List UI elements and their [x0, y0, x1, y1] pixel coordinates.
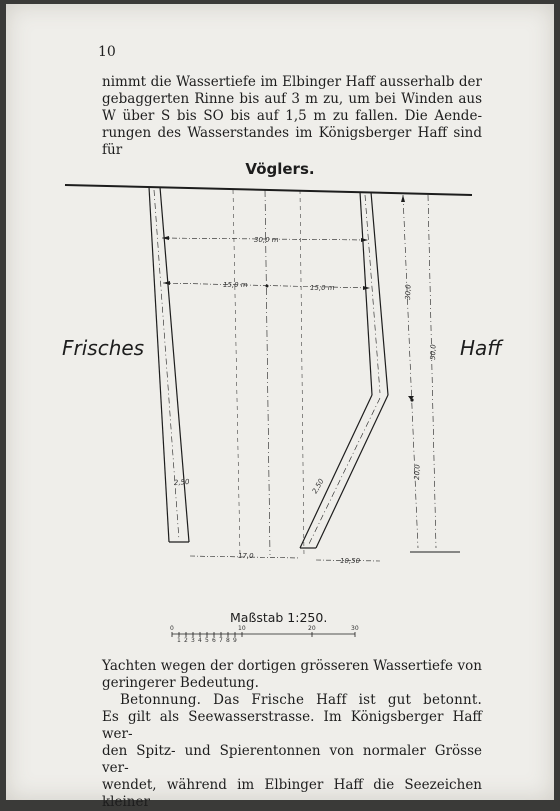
text-line: nimmt die Wassertiefe im Elbinger Haff ausserhalb der	[102, 74, 482, 90]
scale-label: Maßstab 1:250.	[230, 610, 328, 625]
dim-height-total	[428, 195, 436, 548]
scale-tick: 8	[226, 637, 230, 644]
shoreline	[65, 185, 472, 195]
scale-tick: 3	[191, 637, 195, 644]
text-line: gebaggerten Rinne bis auf 3 m zu, um bei Winden aus	[102, 91, 482, 107]
scale-tick: 20	[308, 625, 316, 632]
scale-tick: 0	[170, 625, 174, 632]
text-line: W über S bis SO bis auf 1,5 m zu fallen. Die Aende-	[102, 108, 482, 124]
diagram-title: Vöglers.	[245, 160, 315, 178]
left-pier-inner	[160, 187, 189, 542]
scale-tick: 10	[238, 625, 246, 632]
dim-label-bottom-left: 17,0	[238, 552, 254, 560]
dim-height-upper	[403, 195, 418, 548]
scale-tick: 7	[219, 637, 223, 644]
dim-label-pier-left: 2,50	[173, 477, 190, 487]
text-line: Yachten wegen der dortigen grösseren Wassertiefe von	[102, 658, 482, 674]
text-line: geringerer Bedeutung.	[102, 675, 259, 691]
text-line: Es gilt als Seewasserstrasse. Im Königsberger Haff wer-	[102, 709, 482, 742]
dim-label-width-total: 30,0 m	[254, 236, 279, 244]
left-pier-outer	[149, 187, 169, 542]
scale-tick: 2	[184, 637, 188, 644]
scale-tick: 30	[351, 625, 359, 632]
label-frisches: Frisches	[62, 336, 145, 360]
dim-label-bottom-right: 10,50	[340, 557, 361, 565]
scale-tick: 5	[205, 637, 209, 644]
dim-label-pier-right: 2,50	[310, 477, 326, 495]
dim-label-half-right: 15,0 m	[310, 284, 335, 292]
dim-label-height-total: 50,0	[429, 344, 438, 361]
scale-tick: 4	[198, 637, 202, 644]
scale-tick: 1	[177, 637, 181, 644]
paragraph-bottom	[102, 658, 482, 811]
text-line: wendet, während im Elbinger Haff die Seezeichen kleiner	[102, 777, 482, 810]
text-line: den Spitz- und Spierentonnen von normaler Grösse ver-	[102, 743, 482, 776]
dim-label-half-left: 15,0 m	[223, 281, 248, 289]
scale-tick: 9	[233, 637, 237, 644]
text-line: rungen des Wasserstandes im Königsberger Haff sind für	[102, 125, 482, 158]
right-pier-outer	[360, 192, 372, 395]
right-pier-inner	[371, 192, 388, 395]
channel-axis	[265, 190, 270, 555]
dim-label-height-upper: 30,0	[404, 284, 413, 301]
text-line: Betonnung. Das Frische Haff ist gut betonnt.	[120, 692, 482, 708]
scale-tick: 6	[212, 637, 216, 644]
label-haff: Haff	[460, 336, 502, 360]
page-number: 10	[98, 44, 116, 60]
dim-label-height-lower: 20,0	[413, 464, 422, 481]
